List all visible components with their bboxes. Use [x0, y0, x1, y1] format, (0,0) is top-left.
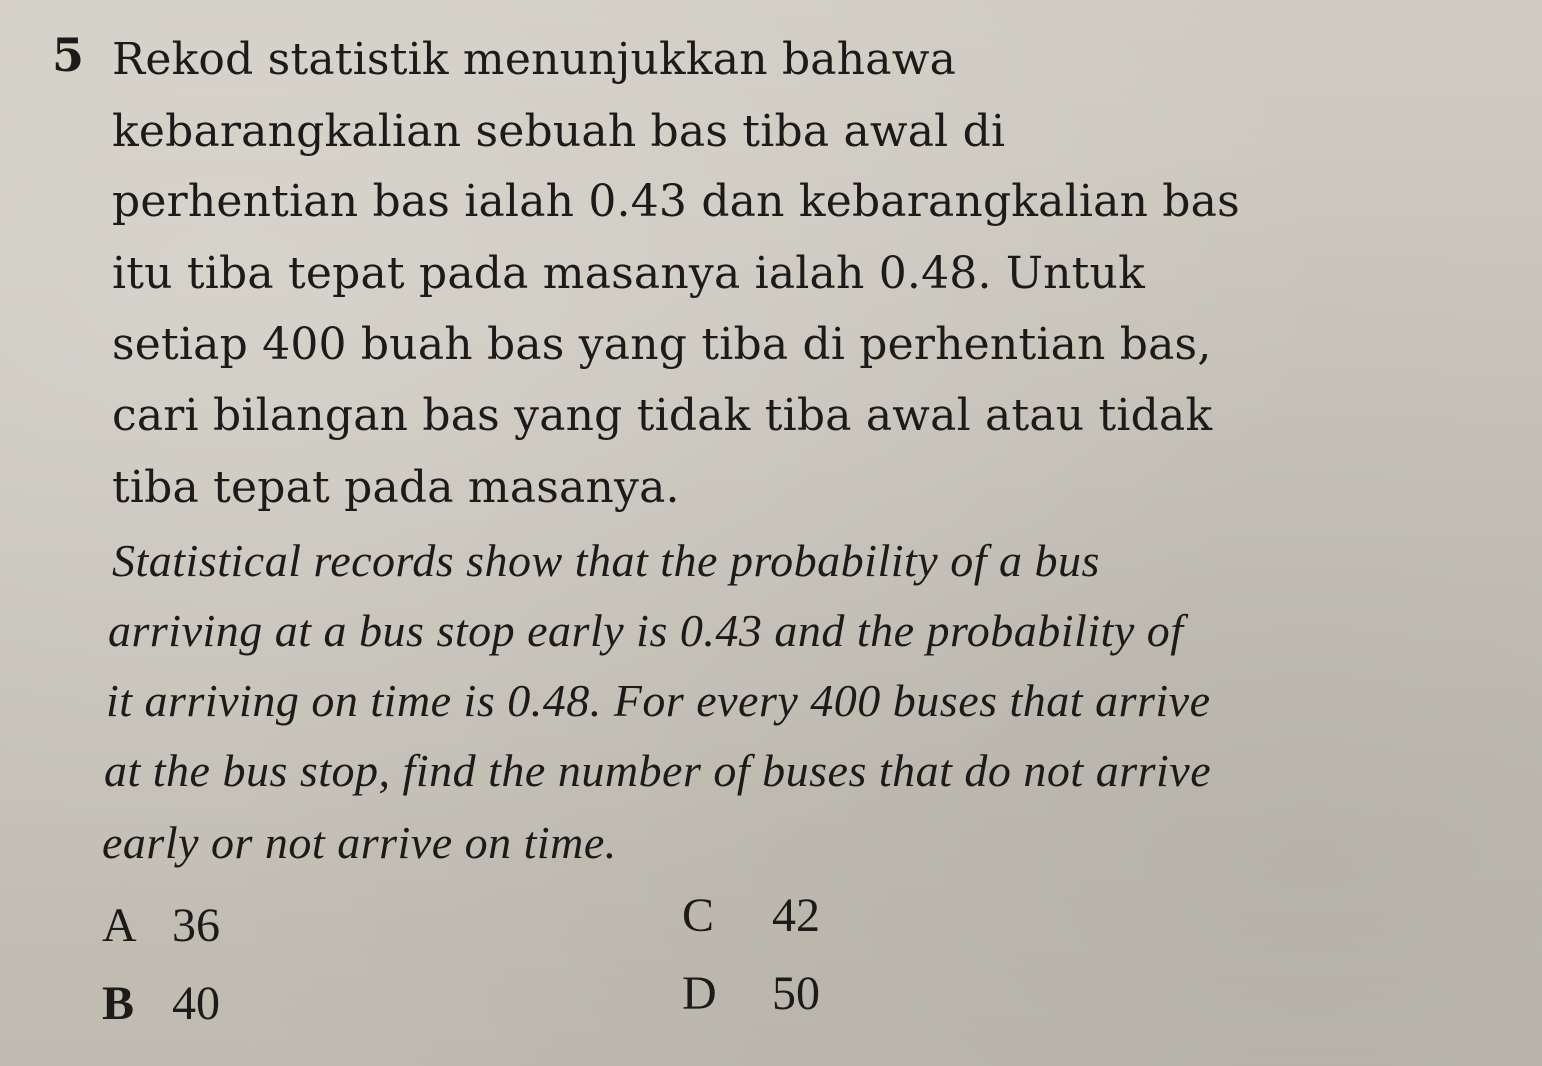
option-c-letter: C	[682, 889, 715, 942]
option-b	[102, 977, 220, 1030]
malay-line-2: kebarangkalian sebuah bas tiba awal di	[112, 106, 1006, 157]
malay-line-4: itu tiba tepat pada masanya ialah 0.48. Untuk	[112, 248, 1145, 299]
option-d-value: 50	[772, 967, 820, 1020]
option-b-letter: B	[102, 977, 135, 1030]
option-a-value: 36	[172, 899, 220, 952]
option-b-value: 40	[172, 977, 220, 1030]
option-d	[682, 967, 820, 1020]
malay-line-5: setiap 400 buah bas yang tiba di perhentian bas,	[112, 319, 1212, 370]
option-c	[682, 889, 820, 942]
option-a	[102, 899, 220, 952]
malay-line-7: tiba tepat pada masanya.	[112, 462, 680, 513]
option-d-letter: D	[682, 967, 717, 1020]
english-line-2: arriving at a bus stop early is 0.43 and the probability of	[108, 605, 1184, 656]
malay-line-6: cari bilangan bas yang tidak tiba awal atau tidak	[112, 390, 1213, 441]
question-number: 5	[52, 28, 85, 82]
malay-line-1: Rekod statistik menunjukkan bahawa	[112, 34, 957, 85]
english-line-3: it arriving on time is 0.48. For every 400 buses that arrive	[106, 675, 1211, 726]
english-line-1: Statistical records show that the probability of a bus	[112, 535, 1100, 586]
malay-line-3: perhentian bas ialah 0.43 dan kebarangkalian bas	[112, 176, 1240, 227]
option-a-letter: A	[102, 899, 137, 952]
english-line-5: early or not arrive on time.	[102, 817, 617, 868]
english-line-4: at the bus stop, find the number of buses that do not arrive	[104, 745, 1212, 796]
option-c-value: 42	[772, 889, 820, 942]
